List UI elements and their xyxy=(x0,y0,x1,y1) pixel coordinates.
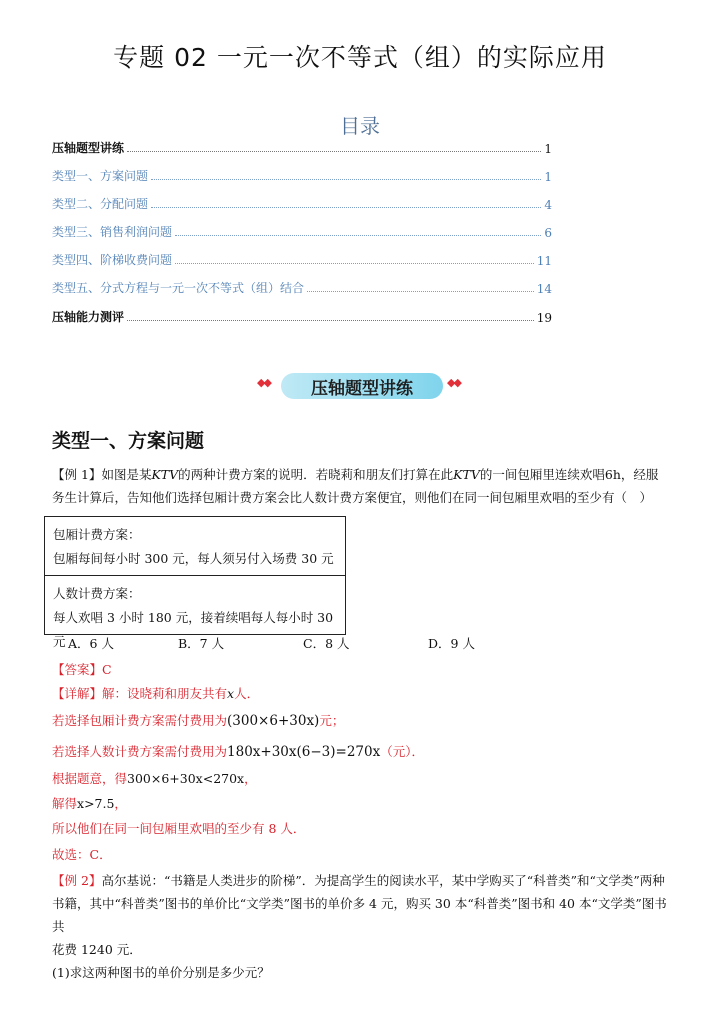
toc-item-4[interactable] xyxy=(52,220,552,240)
toc-item-page: 11 xyxy=(536,254,552,268)
toc-item-6[interactable] xyxy=(52,276,552,296)
toc-item-1[interactable] xyxy=(52,136,552,156)
solution-conclusion: 所以他们在同一间包厢里欢唱的至少有 8 人． xyxy=(52,821,306,836)
toc-item-page: 19 xyxy=(536,311,552,325)
toc-item-7[interactable] xyxy=(52,305,552,325)
diamond-icon: ◆◆ xyxy=(447,376,460,389)
toc-item-5[interactable] xyxy=(52,248,552,268)
option-a[interactable]: A．6 人 xyxy=(68,636,114,651)
toc-item-2[interactable] xyxy=(52,164,552,184)
toc-item-label: 类型五、分式方程与一元一次不等式（组）结合 xyxy=(52,281,305,295)
toc-item-page: 1 xyxy=(544,142,552,156)
toc-heading: 目录 xyxy=(340,114,380,138)
solution-line-d: 解得x>7.5， xyxy=(52,796,127,811)
pricing-plan-room: 包厢计费方案： 包厢每间每小时 300 元，每人须另付入场费 30 元 xyxy=(53,527,334,566)
example-1-question: 【例 1】如图是某KTV的两种计费方案的说明．若晓莉和朋友们打算在此KTV的一间包厢里连续欢唱6h，经服 务生计算后，告知他们选择包厢计费方案会比人数计费方案便宜，则他们在同一间包厢里欢唱的至少有（ ） xyxy=(52,467,659,505)
answer-line: 【答案】C xyxy=(52,662,112,677)
page-title: 专题 02 一元一次不等式（组）的实际应用 xyxy=(113,43,607,72)
solution-line-c: 根据题意，得300×6+30x<270x， xyxy=(52,771,257,786)
toc-item-page: 1 xyxy=(544,170,552,184)
toc-item-page: 6 xyxy=(544,226,552,240)
option-c[interactable]: C．8 人 xyxy=(303,636,350,651)
diamond-icon: ◆◆ xyxy=(257,376,270,389)
toc-item-label: 类型一、方案问题 xyxy=(52,169,149,183)
pricing-plan-person: 人数计费方案： 每人欢唱 3 小时 180 元，接着续唱每人每小时 30 元 xyxy=(45,575,345,634)
section-heading: 类型一、方案问题 xyxy=(52,430,205,452)
banner-text: 压轴题型讲练 xyxy=(311,379,413,399)
section-banner xyxy=(255,368,470,404)
solution-choice: 故选：C． xyxy=(52,847,112,862)
example-tag: 【例 1】 xyxy=(52,467,102,482)
solution-line-b: 若选择人数计费方案需付费用为180x+30x(6−3)=270x（元）． xyxy=(52,744,424,760)
example-2-question: 【例 2】高尔基说：“书籍是人类进步的阶梯”．为提高学生的阅读水平，某中学购买了“科普类”和“文学类”两种 书籍，其中“科普类”图书的单价比“文学类”图书的单价多 4 元，购买 30 本“科普类”图书和 40 本“文学类”图书共 花费 1240 元． (1)求这两种图书的单价分别是多少元？ xyxy=(52,873,667,980)
toc-item-label: 类型三、销售利润问题 xyxy=(52,225,173,239)
toc-item-label: 压轴题型讲练 xyxy=(52,141,125,155)
toc-item-page: 4 xyxy=(544,198,552,212)
toc-item-label: 类型四、阶梯收费问题 xyxy=(52,253,173,267)
explain-line: 【详解】解：设晓莉和朋友共有x人． xyxy=(52,686,260,701)
toc-item-label: 类型二、分配问题 xyxy=(52,197,149,211)
solution-line-a: 若选择包厢计费方案需付费用为(300×6+30x)元； xyxy=(52,713,345,729)
example-tag: 【例 2】 xyxy=(52,873,102,888)
toc-item-label: 压轴能力测评 xyxy=(52,310,125,324)
option-d[interactable]: D．9 人 xyxy=(428,636,475,651)
toc-item-3[interactable] xyxy=(52,192,552,212)
toc-item-page: 14 xyxy=(536,282,552,296)
option-b[interactable]: B．7 人 xyxy=(178,636,225,651)
